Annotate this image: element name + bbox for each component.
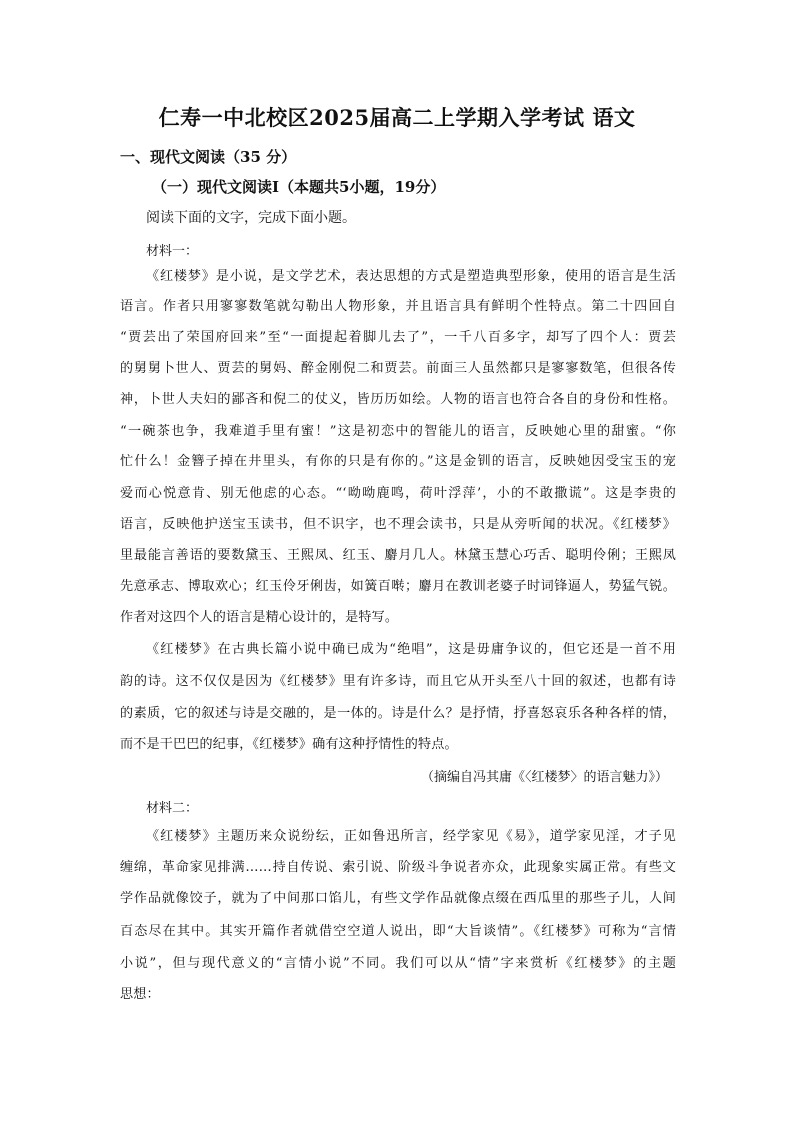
material-two-line: 思想： [120, 987, 160, 1002]
material-one-line: 作者对这四个人的语言是精心设计的，是特写。 [120, 610, 399, 625]
material-one-line: 爱而心悦意肯、别无他虑的心态。“‘呦呦鹿鸣，荷叶浮萍’，小的不敢撒谎”。这是李贵的 [120, 486, 676, 501]
source-citation: （摘编自冯其庸《〈红楼梦〉的语言魅力》） [420, 770, 668, 785]
material-two-line: 《红楼梦》主题历来众说纷纭，正如鲁迅所言，经学家见《易》，道学家见淫，才子见 [146, 829, 676, 844]
material-one-label: 材料一： [146, 244, 199, 259]
material-one-para2-line: 《红楼梦》在古典长篇小说中确已成为“绝唱”，这是毋庸争议的，但它还是一首不用 [146, 642, 676, 657]
section-heading: 一、现代文阅读（35 分） [120, 148, 297, 166]
material-one-line: “贾芸出了荣国府回来”至“一面提起着脚儿去了”，一千八百多字，却写了四个人：贾芸 [120, 330, 676, 345]
material-one-line: 神，卜世人夫妇的鄙吝和倪二的仗义，皆历历如绘。人物的语言也符合各自的身份和性格。 [120, 392, 676, 407]
material-one-para2-line: 韵的诗。这不仅仅是因为《红楼梦》里有许多诗，而且它从开头至八十回的叙述，也都有诗 [120, 674, 676, 689]
material-two-line: 百态尽在其中。其实开篇作者就借空空道人说出，即“大旨谈情”。《红楼梦》可称为“言情 [120, 924, 676, 939]
material-two-line: 小说”，但与现代意义的“言情小说”不同。我们可以从“情”字来赏析《红楼梦》的主题 [120, 956, 676, 971]
material-two-line: 缠绵，革命家见排满……持自传说、索引说、阶级斗争说者亦众，此现象实属正常。有些文 [120, 860, 676, 875]
material-one-line: 语言。作者只用寥寥数笔就勾勒出人物形象，并且语言具有鲜明个性特点。第二十四回自 [120, 299, 676, 314]
material-one-para2-line: 而不是干巴巴的纪事，《红楼梦》确有这种抒情性的特点。 [120, 737, 458, 752]
material-one-line: 忙什么！金簪子掉在井里头，有你的只是有你的。”这是金钏的语言，反映她因受宝玉的宠 [120, 454, 676, 469]
subsection-heading: （一）现代文阅读Ⅰ（本题共5小题，19分） [152, 178, 446, 196]
material-one-line: 《红楼梦》是小说，是文学艺术，表达思想的方式是塑造典型形象，使用的语言是生活 [146, 269, 676, 284]
material-two-line: 学作品就像饺子，就为了中间那口馅儿，有些文学作品就像点缀在西瓜里的那些子儿，人间 [120, 891, 676, 906]
material-one-para2-line: 的素质，它的叙述与诗是交融的，是一体的。诗是什么？是抒情，抒喜怒哀乐各种各样的情， [120, 706, 676, 721]
material-two-label: 材料二： [146, 801, 199, 816]
page-title: 仁寿一中北校区2025届高二上学期入学考试 语文 [158, 105, 636, 130]
material-one-line: 里最能言善语的要数黛玉、王熙凤、红玉、麝月几人。林黛玉慧心巧舌、聪明伶俐；王熙凤 [120, 548, 676, 563]
material-one-line: 先意承志、博取欢心；红玉伶牙俐齿，如簧百啭；麝月在教训老婆子时词锋逼人，势猛气锐。 [120, 579, 676, 594]
material-one-line: “一碗茶也争，我难道手里有蜜！”这是初恋中的智能儿的语言，反映她心里的甜蜜。“你 [120, 424, 676, 439]
material-one-line: 的舅舅卜世人、贾芸的舅妈、醉金刚倪二和贾芸。前面三人虽然都只是寥寥数笔，但很各传 [120, 361, 676, 376]
material-one-line: 语言，反映他护送宝玉读书，但不识字，也不理会读书，只是从旁听闻的状况。《红楼梦》 [120, 517, 676, 532]
instruction-text: 阅读下面的文字，完成下面小题。 [146, 210, 356, 226]
